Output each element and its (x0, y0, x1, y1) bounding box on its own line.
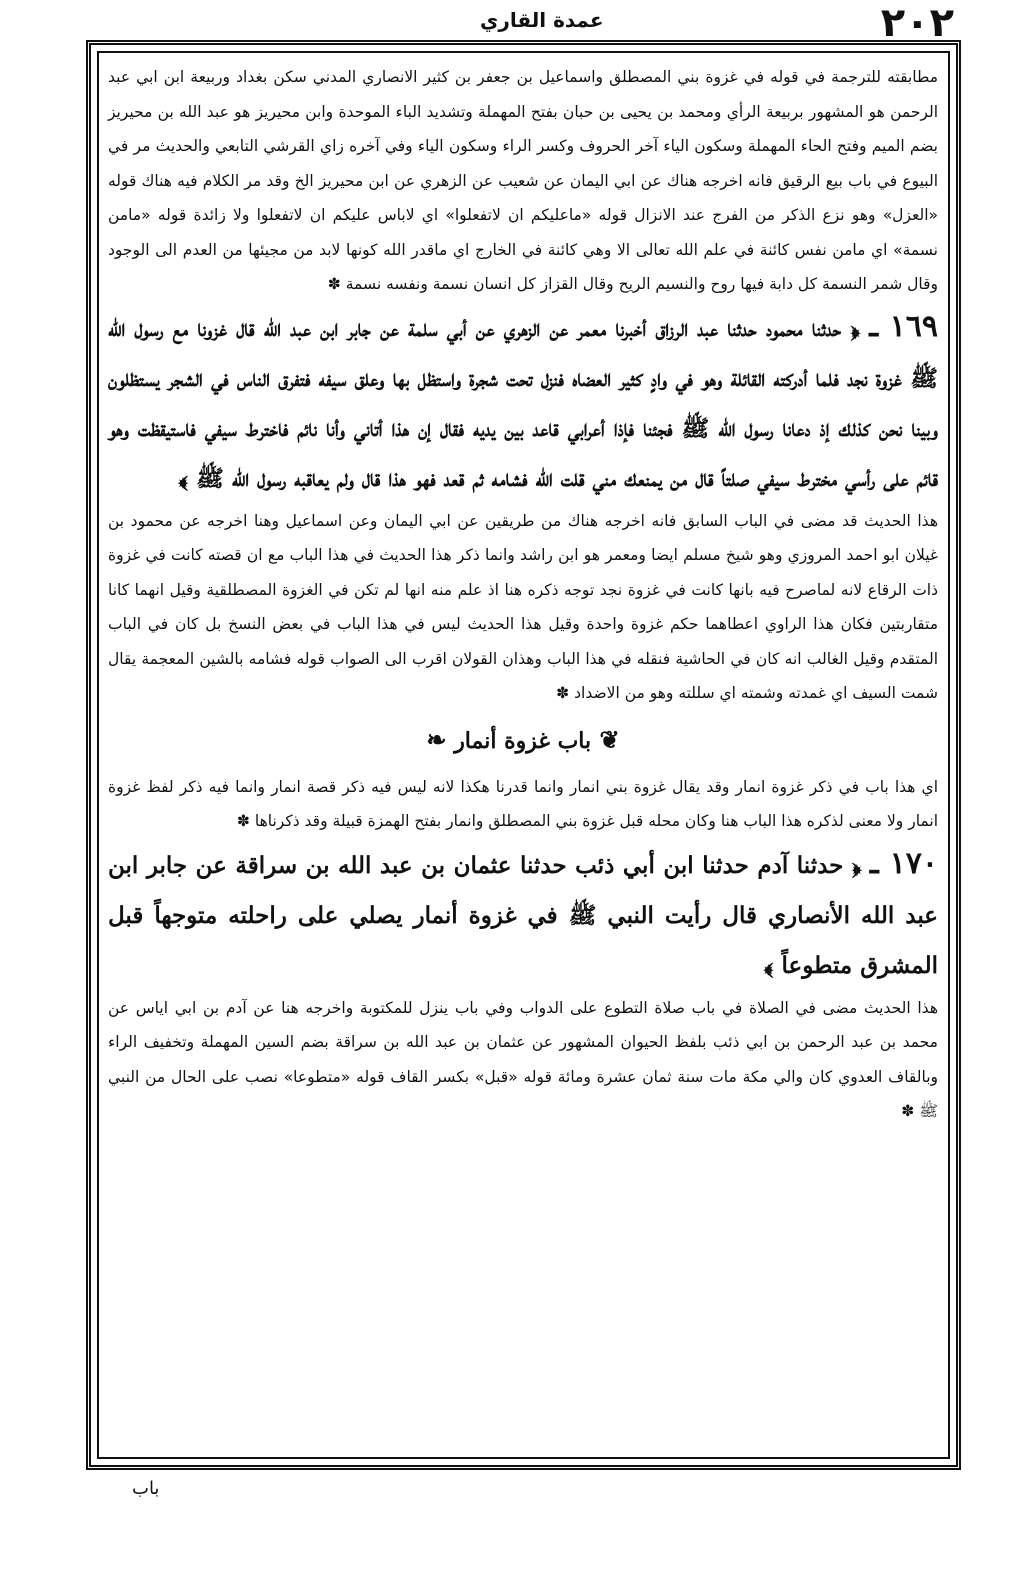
ornament-left-icon: ❧ (426, 724, 447, 754)
page-body (108, 60, 938, 1129)
chapter-heading (108, 711, 938, 770)
commentary-paragraph: اي هذا باب في ذكر غزوة انمار وقد يقال غزوة بني انمار وانما قدرنا هكذا لانه ليس فيه ذكر قصة انمار وانما فيه ذكر لفظ غزوة انمار ولا معنى لذكره هذا الباب هنا وكان محله قبل غزوة بني المصطلق وانمار بفتح الهمزة قبيلة وقد ذكرناها ✽ (108, 777, 938, 830)
commentary-paragraph: هذا الحديث مضى في الصلاة في باب صلاة التطوع على الدواب وفي باب ينزل للمكتوبة واخرجه هنا عن آدم بن ابي اياس عن محمد بن عبد الرحمن بن ابي ذئب بلفظ الحيوان المشهور عن عثمان بن عبد الله بن سراقة بضم السين المهملة وتخفيف الراء وبالقاف العدوي كان والي مكة مات سنة ثمان عشرة ومائة قوله «قبل» بكسر القاف قوله «متطوعا» نصب على الحال من النبي ﷺ ✽ (108, 998, 938, 1120)
page-header (80, 0, 960, 46)
catchword: باب (132, 1478, 160, 1499)
chapter-title: باب غزوة أنمار (454, 727, 592, 754)
running-title: عمدة القاري (480, 8, 604, 32)
commentary-paragraph: مطابقته للترجمة في قوله في غزوة بني المصطلق واسماعيل بن جعفر بن كثير الانصاري المدني سكن بغداد وربيعة ابن ابي عبد الرحمن هو المشهور بربيعة الرأي ومحمد بن يحيى بن حبان بفتح المهملة وتشديد الباء الموحدة وابن محيريز هو عبد الله بن محيريز بضم الميم وفتح الحاء المهملة وسكون الياء آخر الحروف وكسر الراء وسكون الياء وفي آخره زاي القرشي التابعي والحديث مر في البيوع في باب بيع الرقيق فانه اخرجه هناك عن ابي اليمان عن شعيب عن الزهري عن ابن محيريز الخ وقد مر الكلام فيه هناك قوله «العزل» وهو نزع الذكر من الفرج عند الانزال قوله «ماعليكم ان لاتفعلوا» اي لاباس عليكم ان لاتفعلوا ولا زائدة قوله «مامن نسمة» اي مامن نفس كائنة في علم الله تعالى الا وهي كائنة في الخارج اي ماقدر الله كونها لابد من مجيئها من العدم الى الوجود وقال شمر النسمة كل دابة فيها روح والنسيم الريح وقال القزاز كل انسان نسمة ونفسه نسمة ✽ (108, 68, 938, 293)
hadith-paragraph (108, 302, 938, 504)
hadith-paragraph (108, 839, 938, 991)
hadith-number: ١٦٩ ـ (869, 308, 938, 344)
hadith-number: ١٧٠ ـ (869, 845, 938, 881)
commentary-paragraph: هذا الحديث قد مضى في الباب السابق فانه اخرجه هناك من طريقين عن ابي اليمان وعن اسماعيل وهنا اخرجه عن محمود بن غيلان ابو احمد المروزي وهو شيخ مسلم ايضا ومعمر هو ابن راشد وانما ذكر هذا الحديث في هذا الباب مع ان قصته كانت في غزوة ذات الرقاع لانه لماصرح فيه بانها كانت في غزوة نجد توجه ذكره هنا اذ علم منه انها لم تكن في الغزوة المصطلقية وقيل انهما كانا متقاربتين فكان هذا الراوي اعطاهما حكم غزوة واحدة وقيل هذا الحديث ليس في هذا الباب في بعض النسخ بل كان في الباب المتقدم وقيل الغالب انه كان في الحاشية فنقله في هذا الباب وهذان القولان اقرب الى الصواب قوله فشامه بالشين المعجمة يقال شمت السيف اي غمدته وشمته اي سللته وهو من الاضداد ✽ (108, 511, 938, 702)
hadith-text: ﴿ حدثنا آدم حدثنا ابن أبي ذئب حدثنا عثمان بن عبد الله بن سراقة عن جابر ابن عبد الله الأنصاري قال رأيت النبي ﷺ في غزوة أنمار يصلي على راحلته متوجهاً قبل المشرق متطوعاً ﴾ (108, 851, 938, 979)
hadith-text: ﴿ حدثنا محمود حدثنا عبد الرزاق أخبرنا معمر عن الزهري عن أبي سلمة عن جابر ابن عبد الله قال غزونا مع رسول الله ﷺ غزوة نجد فلما أدركته القائلة وهو في وادٍ كثير العضاه فنزل تحت شجرة واستظل بها وعلق سيفه فتفرق الناس في الشجر يستظلون وبينا نحن كذلك إذ دعانا رسول الله ﷺ فجئنا فإذا أعرابي قاعد بين يديه فقال إن هذا أتاني وأنا نائم فاخترط سيفي فاستيقظت وهو قائم على رأسي مخترط سيفي صلتاً قال من يمنعك مني قلت الله فشامه ثم قعد فهو هذا قال ولم يعاقبه رسول الله ﷺ ﴾ (108, 314, 938, 492)
ornament-right-icon: ❦ (591, 724, 620, 754)
page-number: ٢٠٢ (880, 0, 954, 46)
